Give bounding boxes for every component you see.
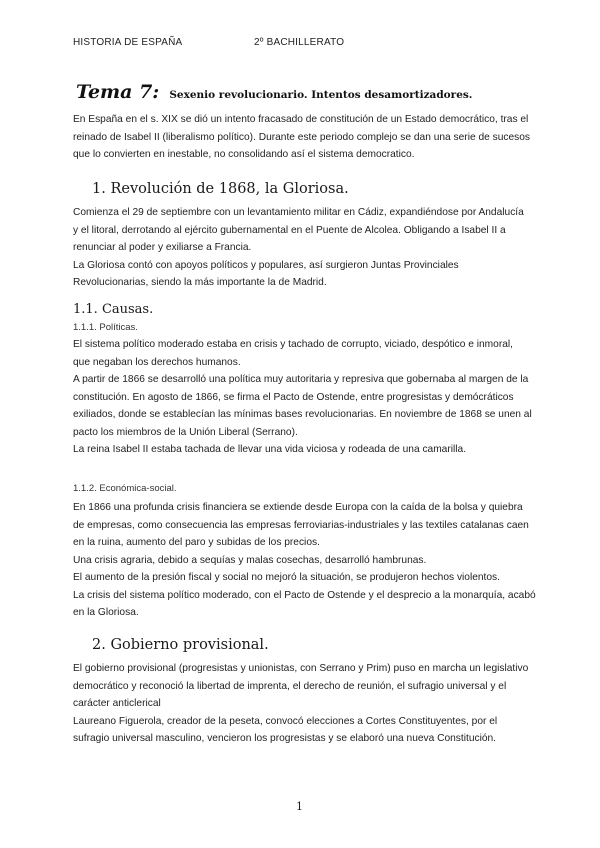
text-line: La Gloriosa contó con apoyos políticos y populares, así surgieron Juntas Provinciales (73, 259, 459, 271)
section-1-heading: 1. Revolución de 1868, la Gloriosa. (92, 181, 349, 197)
text-line: En 1866 una profunda crisis financiera se extiende desde Europa con la caída de la bolsa y quiebra (73, 502, 523, 513)
section-1-1-2-paragraph (73, 499, 536, 622)
section-2-heading: 2. Gobierno provisional. (92, 637, 269, 653)
section-1-1-1-heading: 1.1.1. Políticas. (73, 322, 138, 333)
text-line: reinado de Isabel II (liberalismo político). Durante este periodo complejo se dan una serie de sucesos (73, 131, 530, 143)
section-1-1-heading: 1.1. Causas. (73, 302, 154, 317)
text-line: Laureano Figuerola, creador de la peseta, convocó elecciones a Cortes Constituyentes, por el (73, 715, 498, 727)
text-line: A partir de 1866 se desarrolló una política muy autoritaria y represiva que gobernaba al margen de la (73, 374, 529, 385)
text-line: Una crisis agraria, debido a sequías y malas cosechas, desarrolló hambrunas. (73, 554, 427, 566)
text-line: En España en el s. XIX se dió un intento fracasado de constitución de un Estado democrático, tras el (73, 114, 529, 125)
text-line: que lo convierten en inestable, no consolidando así el sistema democratico. (73, 149, 415, 160)
header-course: 2º BACHILLERATO (254, 37, 345, 48)
header-subject: HISTORIA DE ESPAÑA (73, 37, 183, 48)
section-1-paragraph (73, 204, 533, 292)
page-title (76, 81, 472, 103)
section-1-1-1-paragraph (73, 336, 533, 459)
text-line: La crisis del sistema político moderado, con el Pacto de Ostende y el desprecio a la monarquía, acabó (73, 589, 536, 601)
text-line: Revolucionarias, siendo la más importante la de Madrid. (73, 277, 327, 288)
page-number: 1 (296, 800, 303, 813)
text-line: La reina Isabel II estaba tachada de llevar una vida viciosa y rodeada de una camarilla. (73, 444, 467, 455)
intro-paragraph (73, 111, 533, 164)
text-line: y el litoral, derrotando al ejército gubernamental en el Puente de Alcolea. Obligando a Isabel II a (73, 224, 506, 236)
text-line: constitución. En agosto de 1866, se firma el Pacto de Ostende, entre progresistas y demócráticos (73, 391, 514, 403)
text-line: El aumento de la presión fiscal y social no mejoró la situación, se produjeron hechos violentos. (73, 572, 500, 583)
text-line: democrático y reconoció la libertad de imprenta, el derecho de reunión, el sufragio universal y el (73, 680, 507, 692)
title-subtitle: Sexenio revolucionario. Intentos desamortizadores. (169, 89, 473, 101)
text-line: en la ruina, aumento del paro y subidas de los precios. (73, 537, 320, 548)
title-tema: Tema 7: (76, 81, 160, 103)
section-2-paragraph (73, 660, 533, 748)
text-line: carácter anticlerical (73, 698, 161, 709)
text-line: que negaban los derechos humanos. (73, 356, 241, 368)
text-line: pacto los miembros de la Unión Liberal (Serrano). (73, 426, 298, 438)
text-line: renunciar al poder y exiliarse a Francia. (73, 242, 252, 253)
text-line: sufragio universal masculino, vencieron los progresistas y se elaboró una nueva Constitución. (73, 733, 497, 744)
text-line: El gobierno provisional (progresistas y unionistas, con Serrano y Prim) puso en marcha un legislativo (73, 663, 529, 674)
text-line: exiliados, donde se establecían las mínimas bases revolucionarias. En noviembre de 1868 se unen al (73, 409, 532, 420)
text-line: en la Gloriosa. (73, 607, 139, 618)
text-line: Comienza el 29 de septiembre con un levantamiento militar en Cádiz, expandiéndose por Andalucía (73, 207, 524, 218)
section-1-1-2-heading: 1.1.2. Económica-social. (73, 483, 177, 494)
text-line: El sistema político moderado estaba en crisis y tachado de corrupto, viciado, despótico e inmoral, (73, 339, 513, 350)
text-line: de empresas, como consecuencia las empresas ferroviarias-industriales y las textiles catalanas caen (73, 519, 529, 531)
